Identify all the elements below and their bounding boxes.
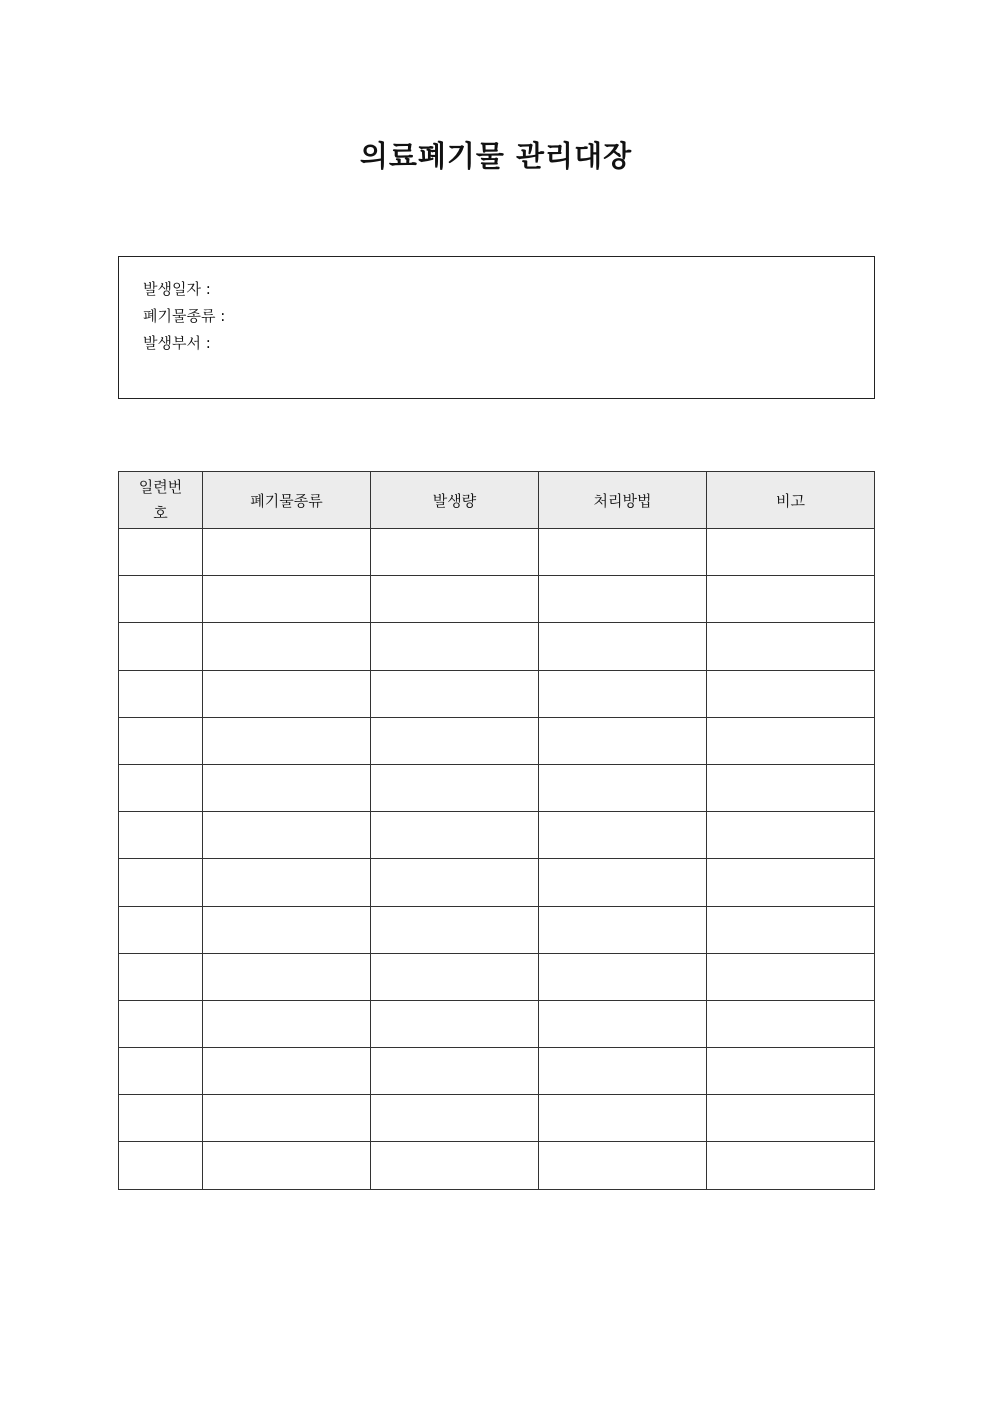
cell-amount[interactable] bbox=[371, 859, 539, 906]
cell-remarks[interactable] bbox=[707, 717, 875, 764]
table-row bbox=[119, 764, 875, 811]
cell-amount[interactable] bbox=[371, 1000, 539, 1047]
cell-remarks[interactable] bbox=[707, 670, 875, 717]
header-serial-number bbox=[119, 472, 203, 529]
cell-remarks[interactable] bbox=[707, 812, 875, 859]
cell-treatment-method[interactable] bbox=[539, 812, 707, 859]
header-treatment-method: 처리방법 bbox=[539, 472, 707, 529]
cell-treatment-method[interactable] bbox=[539, 623, 707, 670]
cell-remarks[interactable] bbox=[707, 1095, 875, 1142]
cell-waste-type[interactable] bbox=[203, 1095, 371, 1142]
table-row bbox=[119, 1142, 875, 1189]
cell-serial-number[interactable] bbox=[119, 859, 203, 906]
cell-treatment-method[interactable] bbox=[539, 529, 707, 576]
department-field-label[interactable]: 발생부서 : bbox=[143, 334, 211, 352]
cell-amount[interactable] bbox=[371, 1142, 539, 1189]
cell-treatment-method[interactable] bbox=[539, 764, 707, 811]
table-row bbox=[119, 670, 875, 717]
cell-serial-number[interactable] bbox=[119, 906, 203, 953]
cell-amount[interactable] bbox=[371, 1048, 539, 1095]
cell-amount[interactable] bbox=[371, 906, 539, 953]
cell-remarks[interactable] bbox=[707, 623, 875, 670]
cell-waste-type[interactable] bbox=[203, 764, 371, 811]
cell-remarks[interactable] bbox=[707, 953, 875, 1000]
cell-serial-number[interactable] bbox=[119, 1000, 203, 1047]
header-waste-type: 폐기물종류 bbox=[203, 472, 371, 529]
cell-amount[interactable] bbox=[371, 576, 539, 623]
table-body bbox=[119, 529, 875, 1190]
cell-amount[interactable] bbox=[371, 670, 539, 717]
table-row bbox=[119, 812, 875, 859]
cell-remarks[interactable] bbox=[707, 1000, 875, 1047]
cell-treatment-method[interactable] bbox=[539, 576, 707, 623]
cell-remarks[interactable] bbox=[707, 859, 875, 906]
cell-treatment-method[interactable] bbox=[539, 1000, 707, 1047]
table-row bbox=[119, 1095, 875, 1142]
cell-serial-number[interactable] bbox=[119, 953, 203, 1000]
cell-remarks[interactable] bbox=[707, 576, 875, 623]
table-row bbox=[119, 906, 875, 953]
header-amount: 발생량 bbox=[371, 472, 539, 529]
cell-serial-number[interactable] bbox=[119, 623, 203, 670]
table-row bbox=[119, 1000, 875, 1047]
cell-serial-number[interactable] bbox=[119, 717, 203, 764]
date-field-label[interactable]: 발생일자 : bbox=[143, 280, 211, 298]
cell-serial-number[interactable] bbox=[119, 1095, 203, 1142]
cell-amount[interactable] bbox=[371, 529, 539, 576]
table-row bbox=[119, 1048, 875, 1095]
page-title: 의료폐기물 관리대장 bbox=[359, 139, 633, 173]
cell-waste-type[interactable] bbox=[203, 1142, 371, 1189]
table-row bbox=[119, 717, 875, 764]
cell-serial-number[interactable] bbox=[119, 764, 203, 811]
waste-type-field-label[interactable]: 폐기물종류 : bbox=[143, 307, 226, 325]
table-row bbox=[119, 529, 875, 576]
cell-treatment-method[interactable] bbox=[539, 859, 707, 906]
cell-serial-number[interactable] bbox=[119, 529, 203, 576]
cell-waste-type[interactable] bbox=[203, 623, 371, 670]
cell-remarks[interactable] bbox=[707, 1048, 875, 1095]
cell-remarks[interactable] bbox=[707, 529, 875, 576]
cell-serial-number[interactable] bbox=[119, 1142, 203, 1189]
cell-remarks[interactable] bbox=[707, 906, 875, 953]
cell-waste-type[interactable] bbox=[203, 953, 371, 1000]
table-row bbox=[119, 576, 875, 623]
info-box bbox=[118, 256, 875, 399]
cell-waste-type[interactable] bbox=[203, 576, 371, 623]
table-row bbox=[119, 623, 875, 670]
table-header-row bbox=[119, 472, 875, 529]
cell-serial-number[interactable] bbox=[119, 576, 203, 623]
table-row bbox=[119, 953, 875, 1000]
cell-treatment-method[interactable] bbox=[539, 906, 707, 953]
cell-treatment-method[interactable] bbox=[539, 953, 707, 1000]
cell-waste-type[interactable] bbox=[203, 1048, 371, 1095]
cell-waste-type[interactable] bbox=[203, 670, 371, 717]
cell-amount[interactable] bbox=[371, 717, 539, 764]
cell-waste-type[interactable] bbox=[203, 812, 371, 859]
cell-treatment-method[interactable] bbox=[539, 1142, 707, 1189]
cell-treatment-method[interactable] bbox=[539, 717, 707, 764]
cell-waste-type[interactable] bbox=[203, 906, 371, 953]
cell-serial-number[interactable] bbox=[119, 670, 203, 717]
cell-amount[interactable] bbox=[371, 1095, 539, 1142]
header-serial-number-label: 일련번호 bbox=[138, 478, 183, 522]
cell-amount[interactable] bbox=[371, 812, 539, 859]
header-remarks: 비고 bbox=[707, 472, 875, 529]
cell-treatment-method[interactable] bbox=[539, 670, 707, 717]
cell-waste-type[interactable] bbox=[203, 859, 371, 906]
cell-waste-type[interactable] bbox=[203, 529, 371, 576]
cell-amount[interactable] bbox=[371, 623, 539, 670]
cell-amount[interactable] bbox=[371, 953, 539, 1000]
cell-treatment-method[interactable] bbox=[539, 1048, 707, 1095]
cell-waste-type[interactable] bbox=[203, 1000, 371, 1047]
cell-remarks[interactable] bbox=[707, 764, 875, 811]
cell-remarks[interactable] bbox=[707, 1142, 875, 1189]
cell-serial-number[interactable] bbox=[119, 1048, 203, 1095]
cell-treatment-method[interactable] bbox=[539, 1095, 707, 1142]
cell-amount[interactable] bbox=[371, 764, 539, 811]
cell-waste-type[interactable] bbox=[203, 717, 371, 764]
waste-log-table bbox=[118, 471, 875, 1190]
cell-serial-number[interactable] bbox=[119, 812, 203, 859]
table-row bbox=[119, 859, 875, 906]
